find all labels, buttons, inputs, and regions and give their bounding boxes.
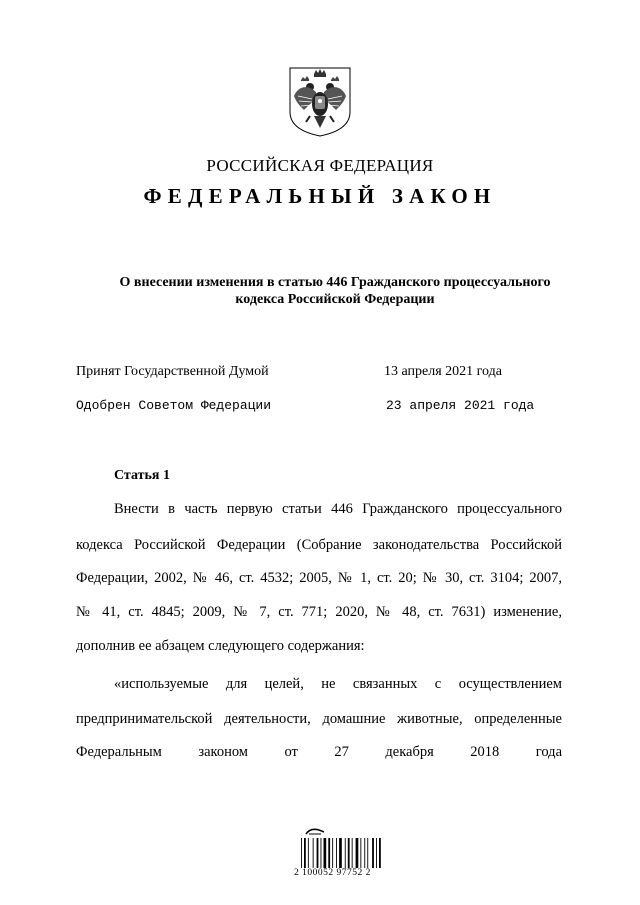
law-title-line: кодекса Российской Федерации [235, 292, 435, 307]
country-name: РОССИЙСКАЯ ФЕДЕРАЦИЯ [206, 156, 434, 175]
duma-adoption-label: Принят Государственной Думой [76, 364, 269, 379]
law-title-line: О внесении изменения в статью 446 Гражданского процессуального [119, 275, 551, 290]
coat-of-arms-icon [288, 66, 352, 138]
article-text-line: кодекса Российской Федерации (Собрание законодательства Российской [76, 537, 562, 553]
document-type: ФЕДЕРАЛЬНЫЙ ЗАКОН [143, 184, 497, 208]
duma-adoption-date: 13 апреля 2021 года [384, 364, 502, 379]
article-text-line: № 41, ст. 4845; 2009, № 7, ст. 771; 2020, № 48, ст. 7631) изменение, [76, 604, 562, 620]
article-text-line: Внести в часть первую статьи 446 Гражданского процессуального [114, 501, 562, 517]
barcode-logo-icon [304, 826, 326, 836]
council-approval-label: Одобрен Советом Федерации [76, 398, 272, 413]
article-heading: Статья 1 [114, 468, 170, 483]
barcode-icon [300, 838, 382, 868]
article-text-line: «используемые для целей, не связанных с осуществлением [114, 676, 562, 692]
barcode-number: 2 100052 97752 2 [294, 868, 371, 878]
law-title [80, 274, 590, 308]
article-text-line: предпринимательской деятельности, домашние животные, определенные [76, 711, 562, 727]
article-text-line: дополнив ее абзацем следующего содержания: [76, 638, 365, 654]
article-text-line: Федерации, 2002, № 46, ст. 4532; 2005, № 1, ст. 20; № 30, ст. 3104; 2007, [76, 570, 562, 586]
article-text-line: Федеральным законом от 27 декабря 2018 года [76, 744, 562, 760]
council-approval-date: 23 апреля 2021 года [386, 398, 535, 413]
